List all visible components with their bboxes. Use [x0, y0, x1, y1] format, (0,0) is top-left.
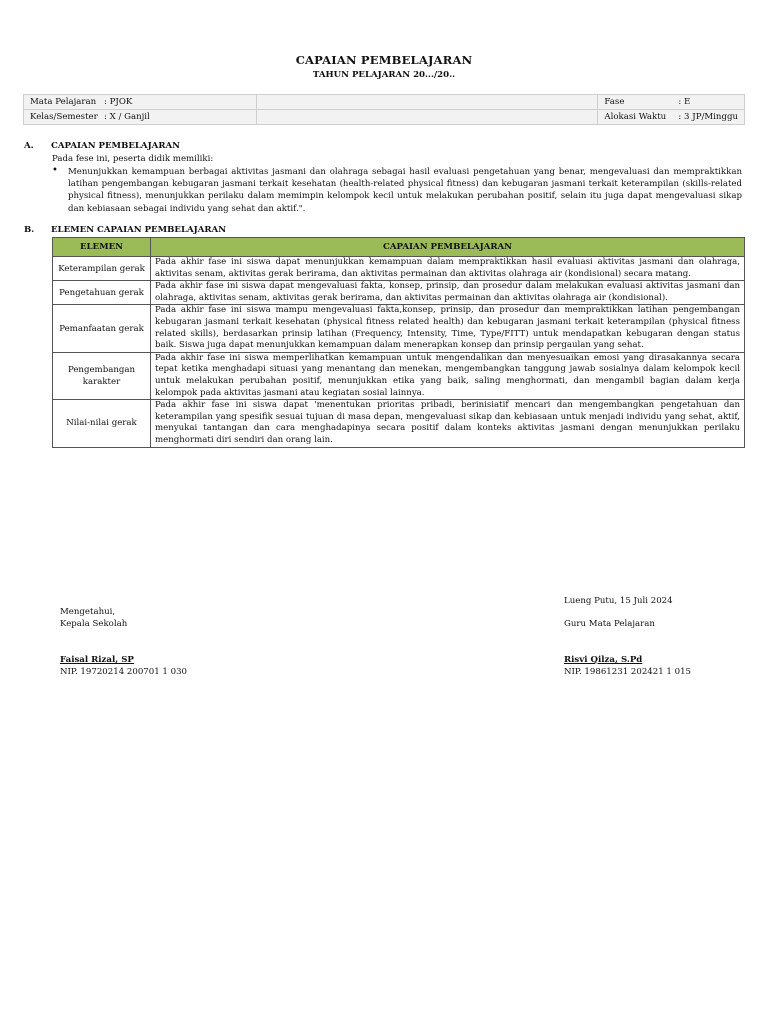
kelas-label: Kelas/Semester — [30, 112, 98, 122]
section-a-number: A. — [24, 141, 34, 151]
elemen-cell: Nilai-nilai gerak — [53, 400, 151, 447]
section-b-heading — [24, 225, 226, 235]
mapel-value: : PJOK — [104, 97, 133, 107]
right-signatory-name: Risvi Qilza, S.Pd — [564, 655, 643, 665]
kelas-value: : X / Ganjil — [104, 112, 150, 122]
table-row — [53, 281, 745, 305]
left-signatory-name: Faisal Rizal, SP — [60, 655, 134, 665]
place-date: Lueng Putu, 15 Juli 2024 — [564, 596, 673, 606]
info-table — [23, 94, 745, 125]
section-a-bullet-item — [52, 166, 742, 215]
alokasi-label: Alokasi Waktu — [604, 112, 667, 122]
info-blank-cell — [256, 95, 598, 110]
right-signatory-nip: NIP. 19861231 202421 1 015 — [564, 667, 692, 677]
table-row — [53, 352, 745, 399]
left-signatory-line1: Mengetahui, — [60, 607, 116, 617]
table-header-row — [53, 238, 745, 257]
fase-value: : E — [678, 97, 691, 107]
elemen-table — [52, 237, 745, 448]
section-a-point: Menunjukkan kemampuan berbagai aktivitas jasmani dan olahraga sebagai hasil evaluasi pengetahuan yang benar, mengevaluasi dan mempraktikkan latihan pengembangan kebugaran jasmani terkait kesehatan (health-related physical fitness) dan kebugaran jasmani terkait keterampilan (skills-related physical fitness), menunjukkan perilaku dalam memimpin kelompok kecil untuk melakukan perubahan positif, selain itu juga dapat mengevaluasi sikap dan kebiasaan sebagai individu yang sehat dan aktif.". — [68, 167, 742, 214]
mapel-label: Mata Pelajaran — [30, 97, 97, 107]
capaian-cell: Pada akhir fase ini siswa dapat menunjukkan kemampuan dalam mempraktikkan hasil evaluasi aktivitas jasmani dan olahraga, aktivitas senam, aktivitas gerak berirama, dan aktivitas permainan dan aktivitas olahraga air (kondisional) secara matang. — [151, 257, 745, 281]
info-blank-cell — [256, 110, 598, 125]
section-a-intro: Pada fese ini, peserta didik memiliki: — [52, 154, 214, 164]
document-title: CAPAIAN PEMBELAJARAN — [295, 53, 473, 67]
elemen-cell: Keterampilan gerak — [53, 257, 151, 281]
elemen-cell: Pengetahuan gerak — [53, 281, 151, 305]
capaian-cell: Pada akhir fase ini siswa dapat mengevaluasi fakta, konsep, prinsip, dan prosedur dalam melakukan evaluasi aktivitas jasmani dan olahraga, aktivitas senam, aktivitas gerak berirama, dan aktivitas permainan dan aktivitas olahraga air (kondisional). — [151, 281, 745, 305]
left-signatory-nip: NIP. 19720214 200701 1 030 — [60, 667, 188, 677]
header-elemen: ELEMEN — [53, 238, 151, 257]
table-row — [53, 305, 745, 352]
table-row — [53, 257, 745, 281]
capaian-cell: Pada akhir fase ini siswa memperlihatkan kemampuan untuk mengendalikan dan menyesuaikan emosi yang dirasakannya secara tepat ketika menghadapi situasi yang menantang dan menekan, mengembangkan tanggung jawab sosialnya dalam kelompok kecil untuk melakukan perubahan positif, menunjukkan etika yang baik, saling menghormati, dan mengambil bagian dalam kerja kelompok pada aktivitas jasmani atau kegiatan sosial lainnya. — [151, 352, 745, 399]
fase-label: Fase — [604, 97, 625, 107]
document-subtitle: TAHUN PELAJARAN 20.../20.. — [312, 70, 456, 80]
bullet-icon: • — [52, 165, 58, 176]
section-a-heading — [24, 141, 180, 151]
capaian-cell: Pada akhir fase ini siswa mampu mengevaluasi fakta,konsep, prinsip, dan prosedur dan mempraktikkan latihan pengembangan kebugaran jasmani terkait kesehatan (physical fitness related health) dan kebugaran jasmani terkait keterampilan (physical fitness related skills), berdasarkan prinsip latihan (Frequency, Intensity, Time, Type/FITT) untuk mendapatkan kebugaran dengan status baik. Siswa juga dapat menunjukkan kemampuan dalam menerapkan konsep dan prinsip pergaulan yang sehat. — [151, 305, 745, 352]
section-a-title: CAPAIAN PEMBELAJARAN — [51, 141, 180, 151]
right-signatory-role: Guru Mata Pelajaran — [564, 619, 655, 629]
section-b-title: ELEMEN CAPAIAN PEMBELAJARAN — [51, 225, 227, 235]
alokasi-value: : 3 JP/Minggu — [678, 112, 738, 122]
table-row — [53, 400, 745, 447]
kelas-cell — [24, 110, 257, 125]
fase-cell — [598, 95, 745, 110]
capaian-cell: Pada akhir fase ini siswa dapat 'menentukan prioritas pribadi, berinisiatif mencari dan mengembangkan pengetahuan dan keterampilan yang spesifik sesuai tujuan di masa depan, mengevaluasi sikap dan kebiasaan untuk menjadi individu yang sehat, aktif, menyukai tantangan dan cara menghadapinya secara positif dalam konteks aktivitas jasmani dengan menunjukkan perilaku menghormati diri sendiri dan orang lain. — [151, 400, 745, 447]
mapel-cell — [24, 95, 257, 110]
header-capaian: CAPAIAN PEMBELAJARAN — [151, 238, 745, 257]
elemen-cell: Pengembangan karakter — [53, 352, 151, 399]
alokasi-cell — [598, 110, 745, 125]
section-b-number: B. — [24, 225, 35, 235]
left-signatory-role: Kepala Sekolah — [60, 619, 128, 629]
elemen-cell: Pemanfaatan gerak — [53, 305, 151, 352]
